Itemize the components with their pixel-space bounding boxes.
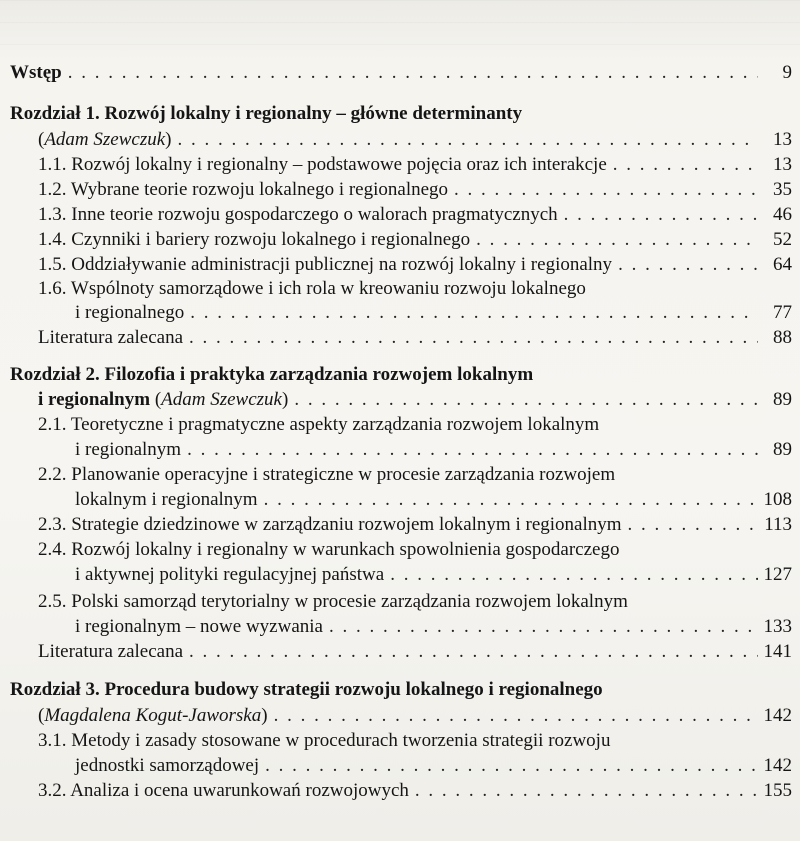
toc-page-number: 9 bbox=[782, 62, 792, 83]
dot-leader bbox=[265, 753, 757, 779]
paren-close: ) bbox=[261, 705, 268, 726]
toc-page-number: 89 bbox=[773, 389, 792, 410]
toc-entry-2-3[interactable] bbox=[38, 512, 792, 538]
title-wrapper bbox=[38, 387, 288, 413]
chapter-author: Adam Szewczuk bbox=[161, 389, 282, 410]
toc-entry-1-6-line1[interactable]: 1.6. Wspólnoty samorządowe i ich rola w kreowaniu rozwoju lokalnego bbox=[38, 278, 586, 299]
toc-entry-2-5[interactable] bbox=[75, 614, 792, 640]
toc-entry-2-5-line1[interactable]: 2.5. Polski samorząd terytorialny w procesie zarządzania rozwojem lokalnym bbox=[38, 591, 628, 612]
dot-leader bbox=[564, 202, 758, 228]
toc-entry-title: 1.3. Inne teorie rozwoju gospodarczego o walorach pragmatycznych bbox=[38, 204, 558, 225]
chapter-1-author-line[interactable] bbox=[38, 127, 792, 153]
dot-leader bbox=[329, 614, 758, 640]
paren-close: ) bbox=[282, 389, 289, 410]
dot-leader bbox=[454, 177, 758, 203]
toc-entry-1-2[interactable] bbox=[38, 177, 792, 203]
paren-open: ( bbox=[154, 389, 162, 410]
paren-close: ) bbox=[165, 129, 172, 150]
toc-page-number: 64 bbox=[773, 254, 792, 275]
toc-entry-2-1[interactable] bbox=[75, 437, 792, 463]
chapter-1-title[interactable]: Rozdział 1. Rozwój lokalny i regionalny – główne determinanty bbox=[10, 103, 523, 124]
toc-page-number: 108 bbox=[763, 489, 792, 510]
dot-leader bbox=[618, 252, 758, 278]
paren-open: ( bbox=[38, 705, 45, 726]
toc-entry-title-cont: i regionalnym – nowe wyzwania bbox=[75, 616, 323, 637]
dot-leader bbox=[68, 60, 758, 86]
toc-entry-1-5[interactable] bbox=[38, 252, 792, 278]
toc-entry-title: 3.2. Analiza i ocena uwarunkowań rozwojowych bbox=[38, 780, 409, 801]
dot-leader bbox=[190, 300, 758, 326]
chapter-3-author-line[interactable] bbox=[38, 703, 792, 729]
toc-page-number: 52 bbox=[773, 229, 792, 250]
dot-leader bbox=[274, 703, 758, 729]
toc-page-number: 13 bbox=[773, 154, 792, 175]
toc-entry-intro[interactable] bbox=[10, 60, 792, 86]
toc-entry-2-2-line1[interactable]: 2.2. Planowanie operacyjne i strategiczne w procesie zarządzania rozwojem bbox=[38, 464, 616, 485]
toc-page-number: 89 bbox=[773, 439, 792, 460]
toc-entry-title: 1.4. Czynniki i bariery rozwoju lokalnego i regionalnego bbox=[38, 229, 471, 250]
toc-entry-2-1-line1[interactable]: 2.1. Teoretyczne i pragmatyczne aspekty zarządzania rozwojem lokalnym bbox=[38, 414, 600, 435]
toc-entry-2-4[interactable] bbox=[75, 562, 792, 588]
toc-entry-1-1[interactable] bbox=[38, 152, 792, 178]
toc-page-number: 141 bbox=[763, 641, 792, 662]
toc-entry-title: Literatura zalecana bbox=[38, 327, 184, 348]
dot-leader bbox=[628, 512, 758, 538]
toc-page-number: 155 bbox=[763, 780, 792, 801]
toc-entry-title: Literatura zalecana bbox=[38, 641, 184, 662]
dot-leader bbox=[189, 639, 757, 665]
toc-page-number: 142 bbox=[763, 705, 792, 726]
dot-leader bbox=[187, 437, 758, 463]
dot-leader bbox=[390, 562, 757, 588]
toc-entry-3-1[interactable] bbox=[75, 753, 792, 779]
toc-entry-title-cont: i aktywnej polityki regulacyjnej państwa bbox=[75, 564, 385, 585]
toc-page-number: 35 bbox=[773, 179, 792, 200]
toc-page-number: 77 bbox=[773, 302, 792, 323]
toc-page-number: 46 bbox=[773, 204, 792, 225]
chapter-3-title[interactable]: Rozdział 3. Procedura budowy strategii rozwoju lokalnego i regionalnego bbox=[10, 679, 603, 700]
toc-entry-1-6[interactable] bbox=[75, 300, 792, 326]
toc-page-number: 142 bbox=[763, 755, 792, 776]
dot-leader bbox=[613, 152, 758, 178]
chapter-2-title-line1[interactable]: Rozdział 2. Filozofia i praktyka zarządzania rozwojem lokalnym bbox=[10, 364, 534, 385]
toc-entry-title-cont: i regionalnym bbox=[75, 439, 182, 460]
toc-entry-2-4-line1[interactable]: 2.4. Rozwój lokalny i regionalny w warunkach spowolnienia gospodarczego bbox=[38, 539, 620, 560]
chapter-author: Adam Szewczuk bbox=[44, 129, 166, 150]
toc-entry-title-cont: i regionalnego bbox=[75, 302, 185, 323]
author-wrapper bbox=[38, 703, 268, 729]
chapter-author: Magdalena Kogut-Jaworska bbox=[44, 705, 262, 726]
author-wrapper bbox=[38, 127, 172, 153]
paren-open: ( bbox=[38, 129, 45, 150]
toc-entry-title: 2.3. Strategie dziedzinowe w zarządzaniu rozwojem lokalnym i regionalnym bbox=[38, 514, 622, 535]
toc-entry-title: 1.1. Rozwój lokalny i regionalny – podstawowe pojęcia oraz ich interakcje bbox=[38, 154, 607, 175]
toc-page-number: 127 bbox=[763, 564, 792, 585]
toc-entry-title-cont: jednostki samorządowej bbox=[75, 755, 260, 776]
chapter-2-title-line2[interactable] bbox=[38, 387, 792, 413]
toc-entry-3-2[interactable] bbox=[38, 778, 792, 804]
toc-entry-1-3[interactable] bbox=[38, 202, 792, 228]
dot-leader bbox=[189, 325, 758, 351]
toc-entry-1-4[interactable] bbox=[38, 227, 792, 253]
dot-leader bbox=[415, 778, 758, 804]
chapter-title-cont: i regionalnym bbox=[38, 389, 151, 410]
dot-leader bbox=[294, 387, 758, 413]
toc-entry-title: 1.2. Wybrane teorie rozwoju lokalnego i regionalnego bbox=[38, 179, 449, 200]
toc-entry-literature-2[interactable] bbox=[38, 639, 792, 665]
toc-entry-title-cont: lokalnym i regionalnym bbox=[75, 489, 258, 510]
toc-entry-literature-1[interactable] bbox=[38, 325, 792, 351]
toc-page-number: 133 bbox=[763, 616, 792, 637]
toc-entry-title: Wstęp bbox=[10, 62, 62, 83]
dot-leader bbox=[476, 227, 758, 253]
toc-entry-title: 1.5. Oddziaływanie administracji publicznej na rozwój lokalny i regionalny bbox=[38, 254, 613, 275]
toc-page-number: 113 bbox=[764, 514, 792, 535]
toc-page-number: 88 bbox=[773, 327, 792, 348]
toc-entry-3-1-line1[interactable]: 3.1. Metody i zasady stosowane w procedurach tworzenia strategii rozwoju bbox=[38, 730, 611, 751]
toc-page-number: 13 bbox=[773, 129, 792, 150]
dot-leader bbox=[178, 127, 759, 153]
toc-entry-2-2[interactable] bbox=[75, 487, 792, 513]
dot-leader bbox=[264, 487, 758, 513]
